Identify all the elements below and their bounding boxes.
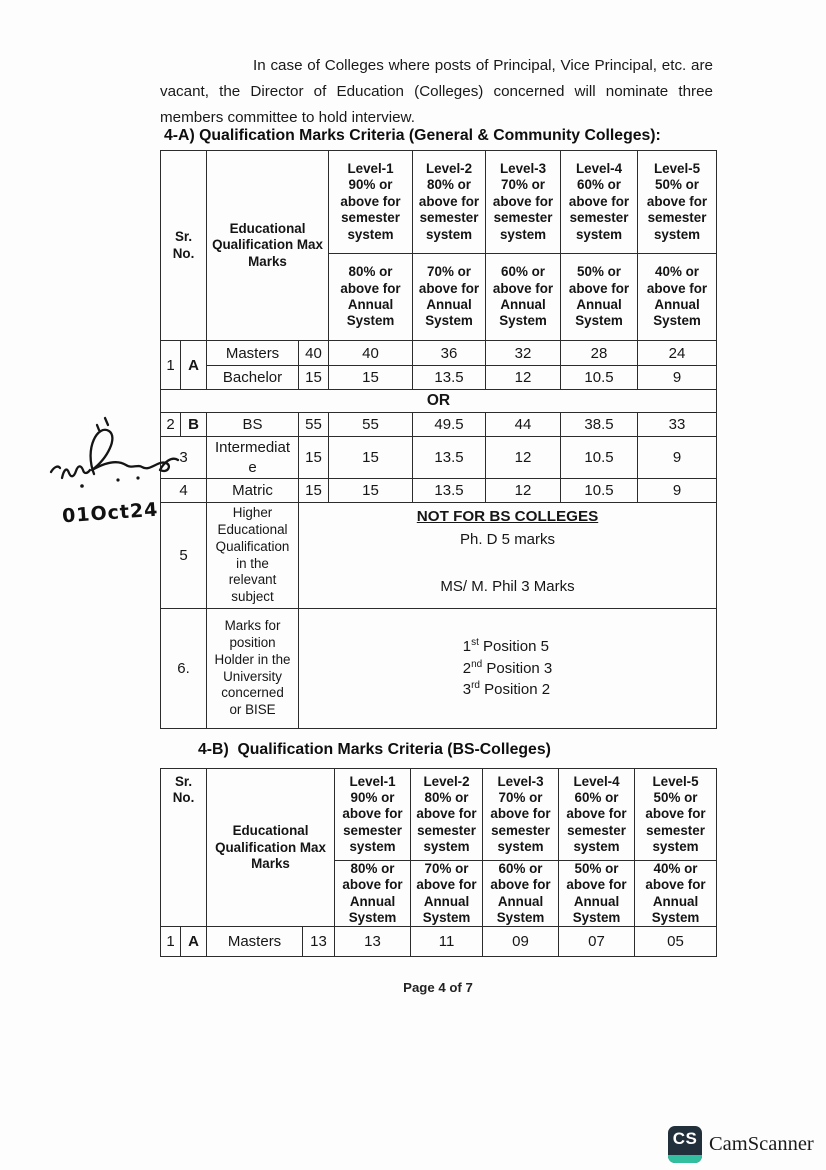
qualification-cell: Matric — [207, 479, 299, 503]
group-cell: A — [181, 341, 207, 390]
qualification-header: Educational Qualification Max Marks — [207, 151, 329, 341]
marks-cell: 9 — [638, 366, 717, 390]
intro-paragraph: In case of Colleges where posts of Principal, Vice Principal, etc. are vacant, the Director of Education (Colleges) concerned will nominate three members committee to hold interview. — [160, 57, 713, 127]
qualification-cell: BS — [207, 413, 299, 437]
sr-cell: 1 — [161, 341, 181, 390]
max-marks-cell: 15 — [299, 366, 329, 390]
level-2-semester-header — [413, 151, 486, 254]
level-name: Level-4 — [575, 161, 623, 177]
or-separator-row — [161, 390, 717, 413]
sr-cell: 5 — [161, 503, 207, 609]
table-row — [161, 609, 717, 729]
signature-scribble-icon — [48, 414, 180, 510]
max-marks-cell: 15 — [299, 479, 329, 503]
level-criteria: 50% or above for semester system — [645, 789, 706, 855]
marks-cell: 40 — [329, 341, 413, 366]
group-cell: A — [181, 927, 207, 957]
bs-colleges-note-cell — [299, 503, 717, 609]
level-name: Level-1 — [347, 161, 394, 177]
level-criteria: 70% or above for semester system — [490, 789, 551, 855]
marks-cell: 07 — [559, 927, 635, 957]
ordinal-suffix: st — [471, 637, 479, 649]
phd-marks-note: Ph. D 5 marks — [460, 531, 556, 548]
max-marks-cell: 40 — [299, 341, 329, 366]
qualification-cell: Masters — [207, 341, 299, 366]
level-3-annual-header: 60% or above for Annual System — [483, 861, 559, 927]
table-row — [161, 366, 717, 390]
marks-cell: 49.5 — [413, 413, 486, 437]
qualification-text: Higher Educational Qualification in the relevant subject — [215, 505, 290, 604]
marks-cell: 05 — [635, 927, 717, 957]
qualification-header: Educational Qualification Max Marks — [207, 769, 335, 927]
position-line — [463, 679, 553, 701]
marks-cell: 15 — [329, 437, 413, 479]
level-3-annual-header: 60% or above for Annual System — [486, 254, 561, 341]
table-row — [161, 437, 717, 479]
level-name: Level-5 — [652, 773, 699, 789]
level-name: Level-1 — [349, 773, 396, 789]
level-2-semester-header — [411, 769, 483, 861]
level-4-annual-header: 50% or above for Annual System — [561, 254, 638, 341]
camscanner-name: CamScanner — [709, 1133, 814, 1155]
note-heading: NOT FOR BS COLLEGES — [416, 508, 599, 525]
level-1-semester-header — [335, 769, 411, 861]
ordinal: 1 — [462, 638, 472, 656]
level-criteria: 90% or above for semester system — [340, 177, 401, 242]
qualification-text: Intermediate — [214, 439, 291, 476]
level-criteria: 70% or above for semester system — [492, 177, 554, 242]
section-b-heading: 4-B) Qualification Marks Criteria (BS-Colleges) — [198, 741, 551, 758]
table-row — [161, 927, 717, 957]
table-row — [161, 341, 717, 366]
level-criteria: 50% or above for semester system — [646, 177, 708, 242]
position-line — [463, 658, 553, 680]
table-row — [161, 503, 717, 609]
qualification-table-bs — [160, 768, 717, 957]
marks-cell: 12 — [486, 479, 561, 503]
ordinal-suffix: nd — [471, 658, 483, 670]
table-row — [161, 479, 717, 503]
level-1-annual-header: 80% or above for Annual System — [335, 861, 411, 927]
level-3-semester-header — [483, 769, 559, 861]
position-line — [463, 636, 553, 658]
sr-cell: 4 — [161, 479, 207, 503]
camscanner-watermark — [668, 1126, 814, 1163]
marks-cell: 13.5 — [413, 479, 486, 503]
marks-cell: 12 — [486, 366, 561, 390]
marks-cell: 44 — [486, 413, 561, 437]
marks-cell: 13.5 — [413, 437, 486, 479]
level-1-semester-header — [329, 151, 413, 254]
ordinal: 2 — [462, 659, 472, 677]
qualification-cell — [207, 437, 299, 479]
level-name: Level-3 — [499, 161, 547, 177]
level-3-semester-header — [486, 151, 561, 254]
ordinal: 3 — [462, 681, 472, 699]
level-name: Level-5 — [653, 161, 701, 177]
marks-cell: 9 — [638, 437, 717, 479]
position-marks-list — [463, 636, 553, 701]
position-marks-cell — [299, 609, 717, 729]
max-marks-cell: 55 — [299, 413, 329, 437]
max-marks-cell: 13 — [303, 927, 335, 957]
marks-cell: 12 — [486, 437, 561, 479]
qualification-cell: Bachelor — [207, 366, 299, 390]
level-4-semester-header — [561, 151, 638, 254]
sr-cell: 6. — [161, 609, 207, 729]
level-4-semester-header — [559, 769, 635, 861]
handwritten-signature — [48, 414, 188, 528]
sr-no-header: Sr. No. — [161, 769, 207, 927]
or-cell: OR — [161, 390, 717, 413]
marks-cell: 13 — [335, 927, 411, 957]
position-text: Position 2 — [480, 681, 551, 699]
handwritten-date: 01Oct24 — [61, 498, 160, 528]
level-name: Level-2 — [423, 773, 470, 789]
ordinal-suffix: rd — [471, 680, 480, 692]
marks-cell: 55 — [329, 413, 413, 437]
marks-cell: 36 — [413, 341, 486, 366]
marks-cell: 38.5 — [561, 413, 638, 437]
qualification-cell — [207, 609, 299, 729]
group-cell: B — [181, 413, 207, 437]
marks-cell: 33 — [638, 413, 717, 437]
qualification-cell — [207, 503, 299, 609]
marks-cell: 15 — [329, 479, 413, 503]
camscanner-icon-accent-strip — [668, 1155, 702, 1163]
level-criteria: 80% or above for semester system — [418, 177, 480, 242]
marks-cell: 10.5 — [561, 366, 638, 390]
sr-cell: 2 — [161, 413, 181, 437]
level-name: Level-3 — [497, 773, 544, 789]
level-5-semester-header — [638, 151, 717, 254]
sr-no-header: Sr. No. — [161, 151, 207, 341]
max-marks-cell: 15 — [299, 437, 329, 479]
position-text: Position 3 — [482, 659, 553, 677]
marks-cell: 11 — [411, 927, 483, 957]
level-name: Level-4 — [573, 773, 620, 789]
marks-cell: 32 — [486, 341, 561, 366]
ms-mphil-marks-note: MS/ M. Phil 3 Marks — [440, 578, 575, 595]
marks-cell: 24 — [638, 341, 717, 366]
sr-cell: 1 — [161, 927, 181, 957]
level-5-annual-header: 40% or above for Annual System — [635, 861, 717, 927]
level-5-semester-header — [635, 769, 717, 861]
table-row — [161, 413, 717, 437]
level-criteria: 80% or above for semester system — [416, 789, 477, 855]
level-2-annual-header: 70% or above for Annual System — [411, 861, 483, 927]
marks-cell: 15 — [329, 366, 413, 390]
qualification-text: Marks for position Holder in the University concerned or BISE — [214, 618, 291, 717]
marks-cell: 28 — [561, 341, 638, 366]
level-criteria: 60% or above for semester system — [566, 789, 627, 855]
marks-cell: 09 — [483, 927, 559, 957]
level-5-annual-header: 40% or above for Annual System — [638, 254, 717, 341]
camscanner-icon — [668, 1126, 702, 1163]
page-number: Page 4 of 7 — [403, 980, 473, 995]
level-4-annual-header: 50% or above for Annual System — [559, 861, 635, 927]
level-criteria: 60% or above for semester system — [568, 177, 630, 242]
section-a-heading: 4-A) Qualification Marks Criteria (General & Community Colleges): — [164, 127, 661, 144]
marks-cell: 9 — [638, 479, 717, 503]
sr-cell: 3 — [161, 437, 207, 479]
level-2-annual-header: 70% or above for Annual System — [413, 254, 486, 341]
level-criteria: 90% or above for semester system — [342, 789, 403, 855]
marks-cell: 10.5 — [561, 437, 638, 479]
qualification-cell: Masters — [207, 927, 303, 957]
marks-cell: 10.5 — [561, 479, 638, 503]
level-name: Level-2 — [425, 161, 473, 177]
position-text: Position 5 — [478, 638, 549, 656]
marks-cell: 13.5 — [413, 366, 486, 390]
level-1-annual-header: 80% or above for Annual System — [329, 254, 413, 341]
camscanner-initials: CS — [672, 1129, 698, 1148]
qualification-table-general — [160, 150, 717, 729]
